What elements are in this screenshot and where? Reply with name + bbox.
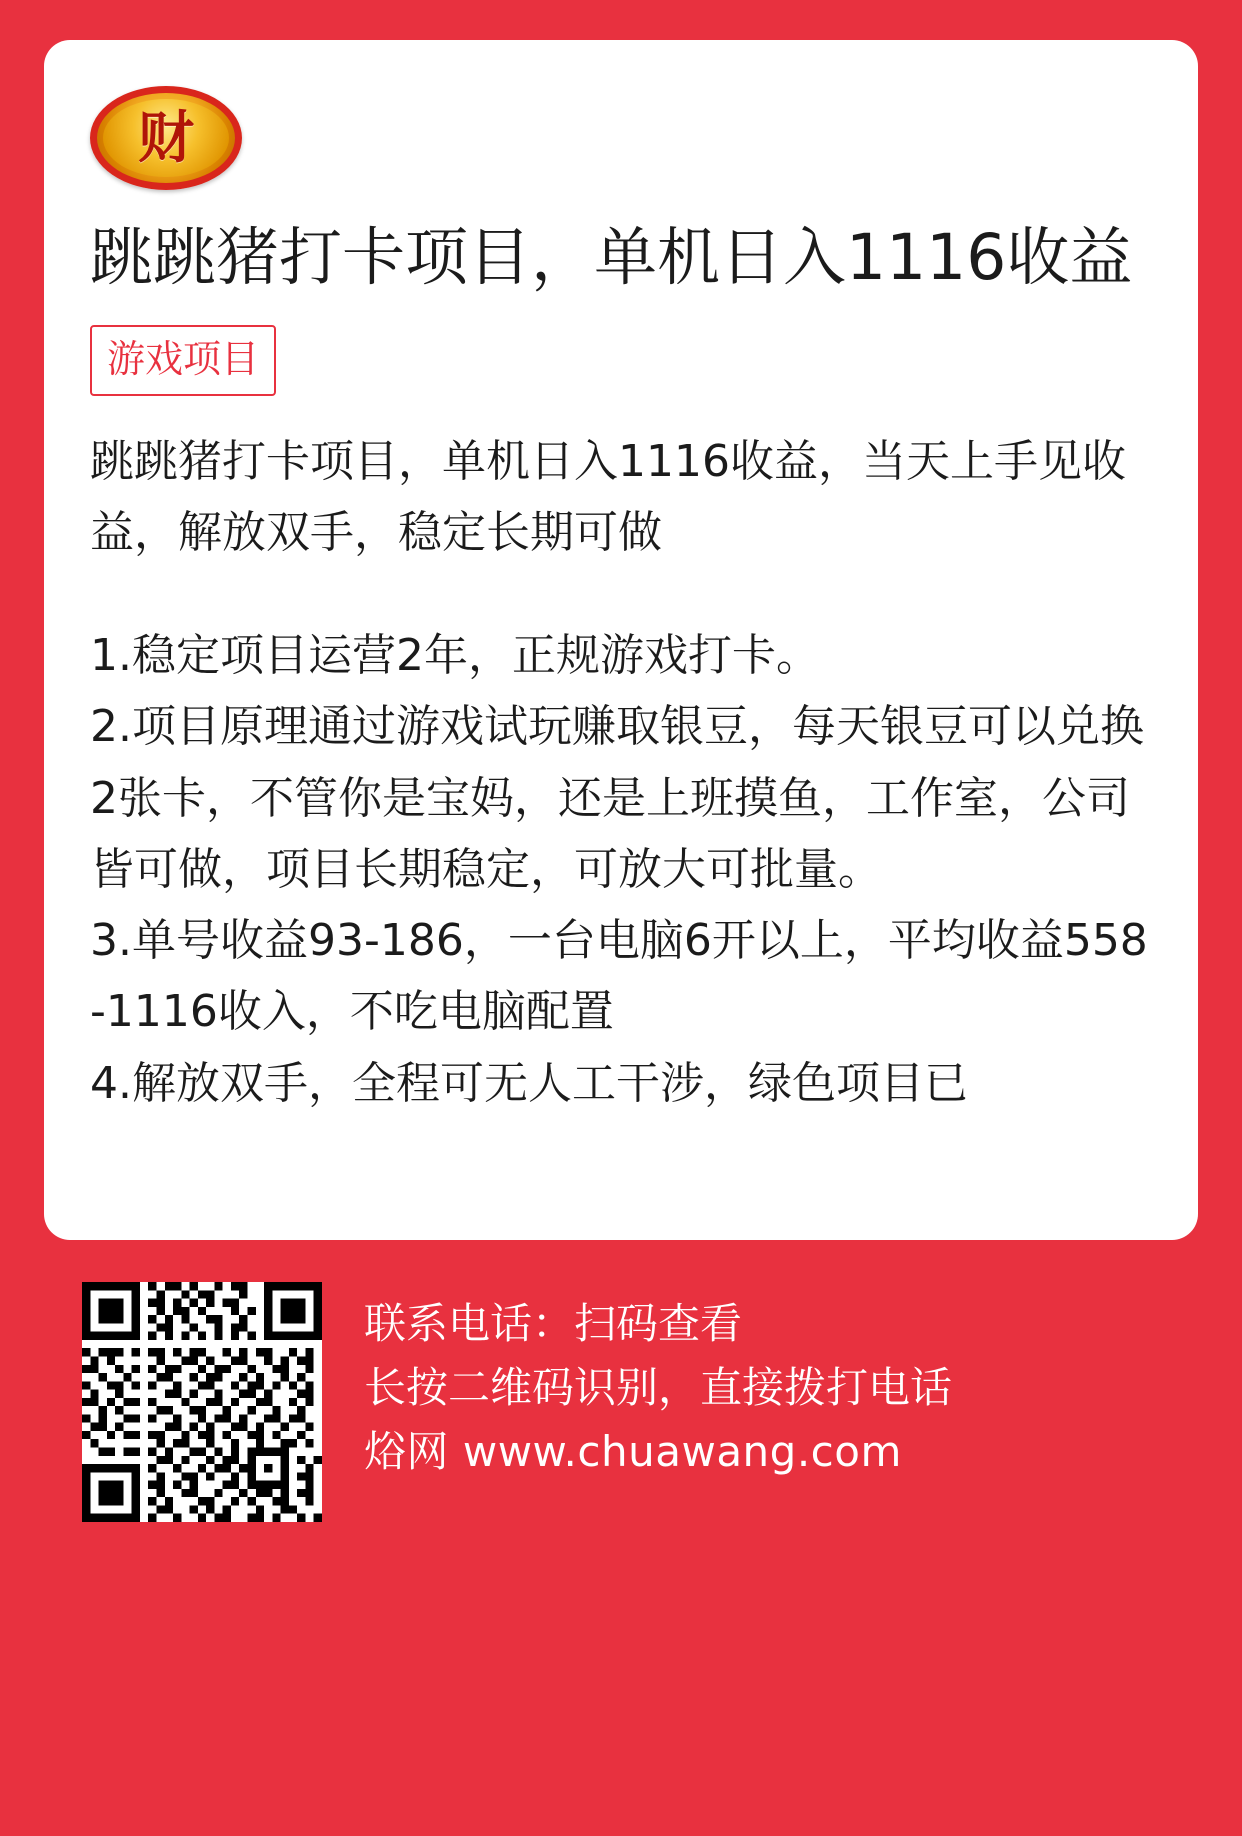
site-url: 焀网 www.chuawang.com (364, 1426, 902, 1476)
qr-code-svg (82, 1282, 322, 1522)
article-paragraph-4: 4.解放双手，全程可无人工干涉，绿色项目已 (90, 1057, 968, 1109)
article-paragraph-3: 3.单号收益93-186，一台电脑6开以上，平均收益558-1116收入，不吃电脑配置 (90, 915, 1148, 1038)
page-title: 跳跳猪打卡项目，单机日入1116收益 (90, 221, 1133, 294)
contact-hint: 长按二维码识别，直接拨打电话 (364, 1362, 953, 1412)
article-paragraph-2: 2.项目原理通过游戏试玩赚取银豆，每天银豆可以兑换2张卡，不管你是宝妈，还是上班摸鱼，工作室，公司皆可做，项目长期稳定，可放大可批量。 (90, 701, 1144, 895)
article-paragraph-1: 1.稳定项目运营2年，正规游戏打卡。 (90, 630, 820, 682)
brand-logo-icon (90, 86, 242, 190)
contact-phone: 联系电话：扫码查看 (364, 1299, 743, 1348)
contact-block (364, 1282, 952, 1483)
article-card (44, 40, 1198, 1240)
qr-code-image[interactable] (82, 1282, 322, 1522)
poster-footer (44, 1240, 1198, 1836)
category-badge: 游戏项目 (90, 325, 276, 396)
paragraph-spacer (90, 568, 1152, 620)
brand-logo-inner (103, 99, 229, 177)
tag-row (90, 325, 1152, 396)
brand-logo-char: 财 (138, 105, 194, 171)
article-summary: 跳跳猪打卡项目，单机日入1116收益，当天上手见收益，解放双手，稳定长期可做 (90, 435, 1126, 558)
